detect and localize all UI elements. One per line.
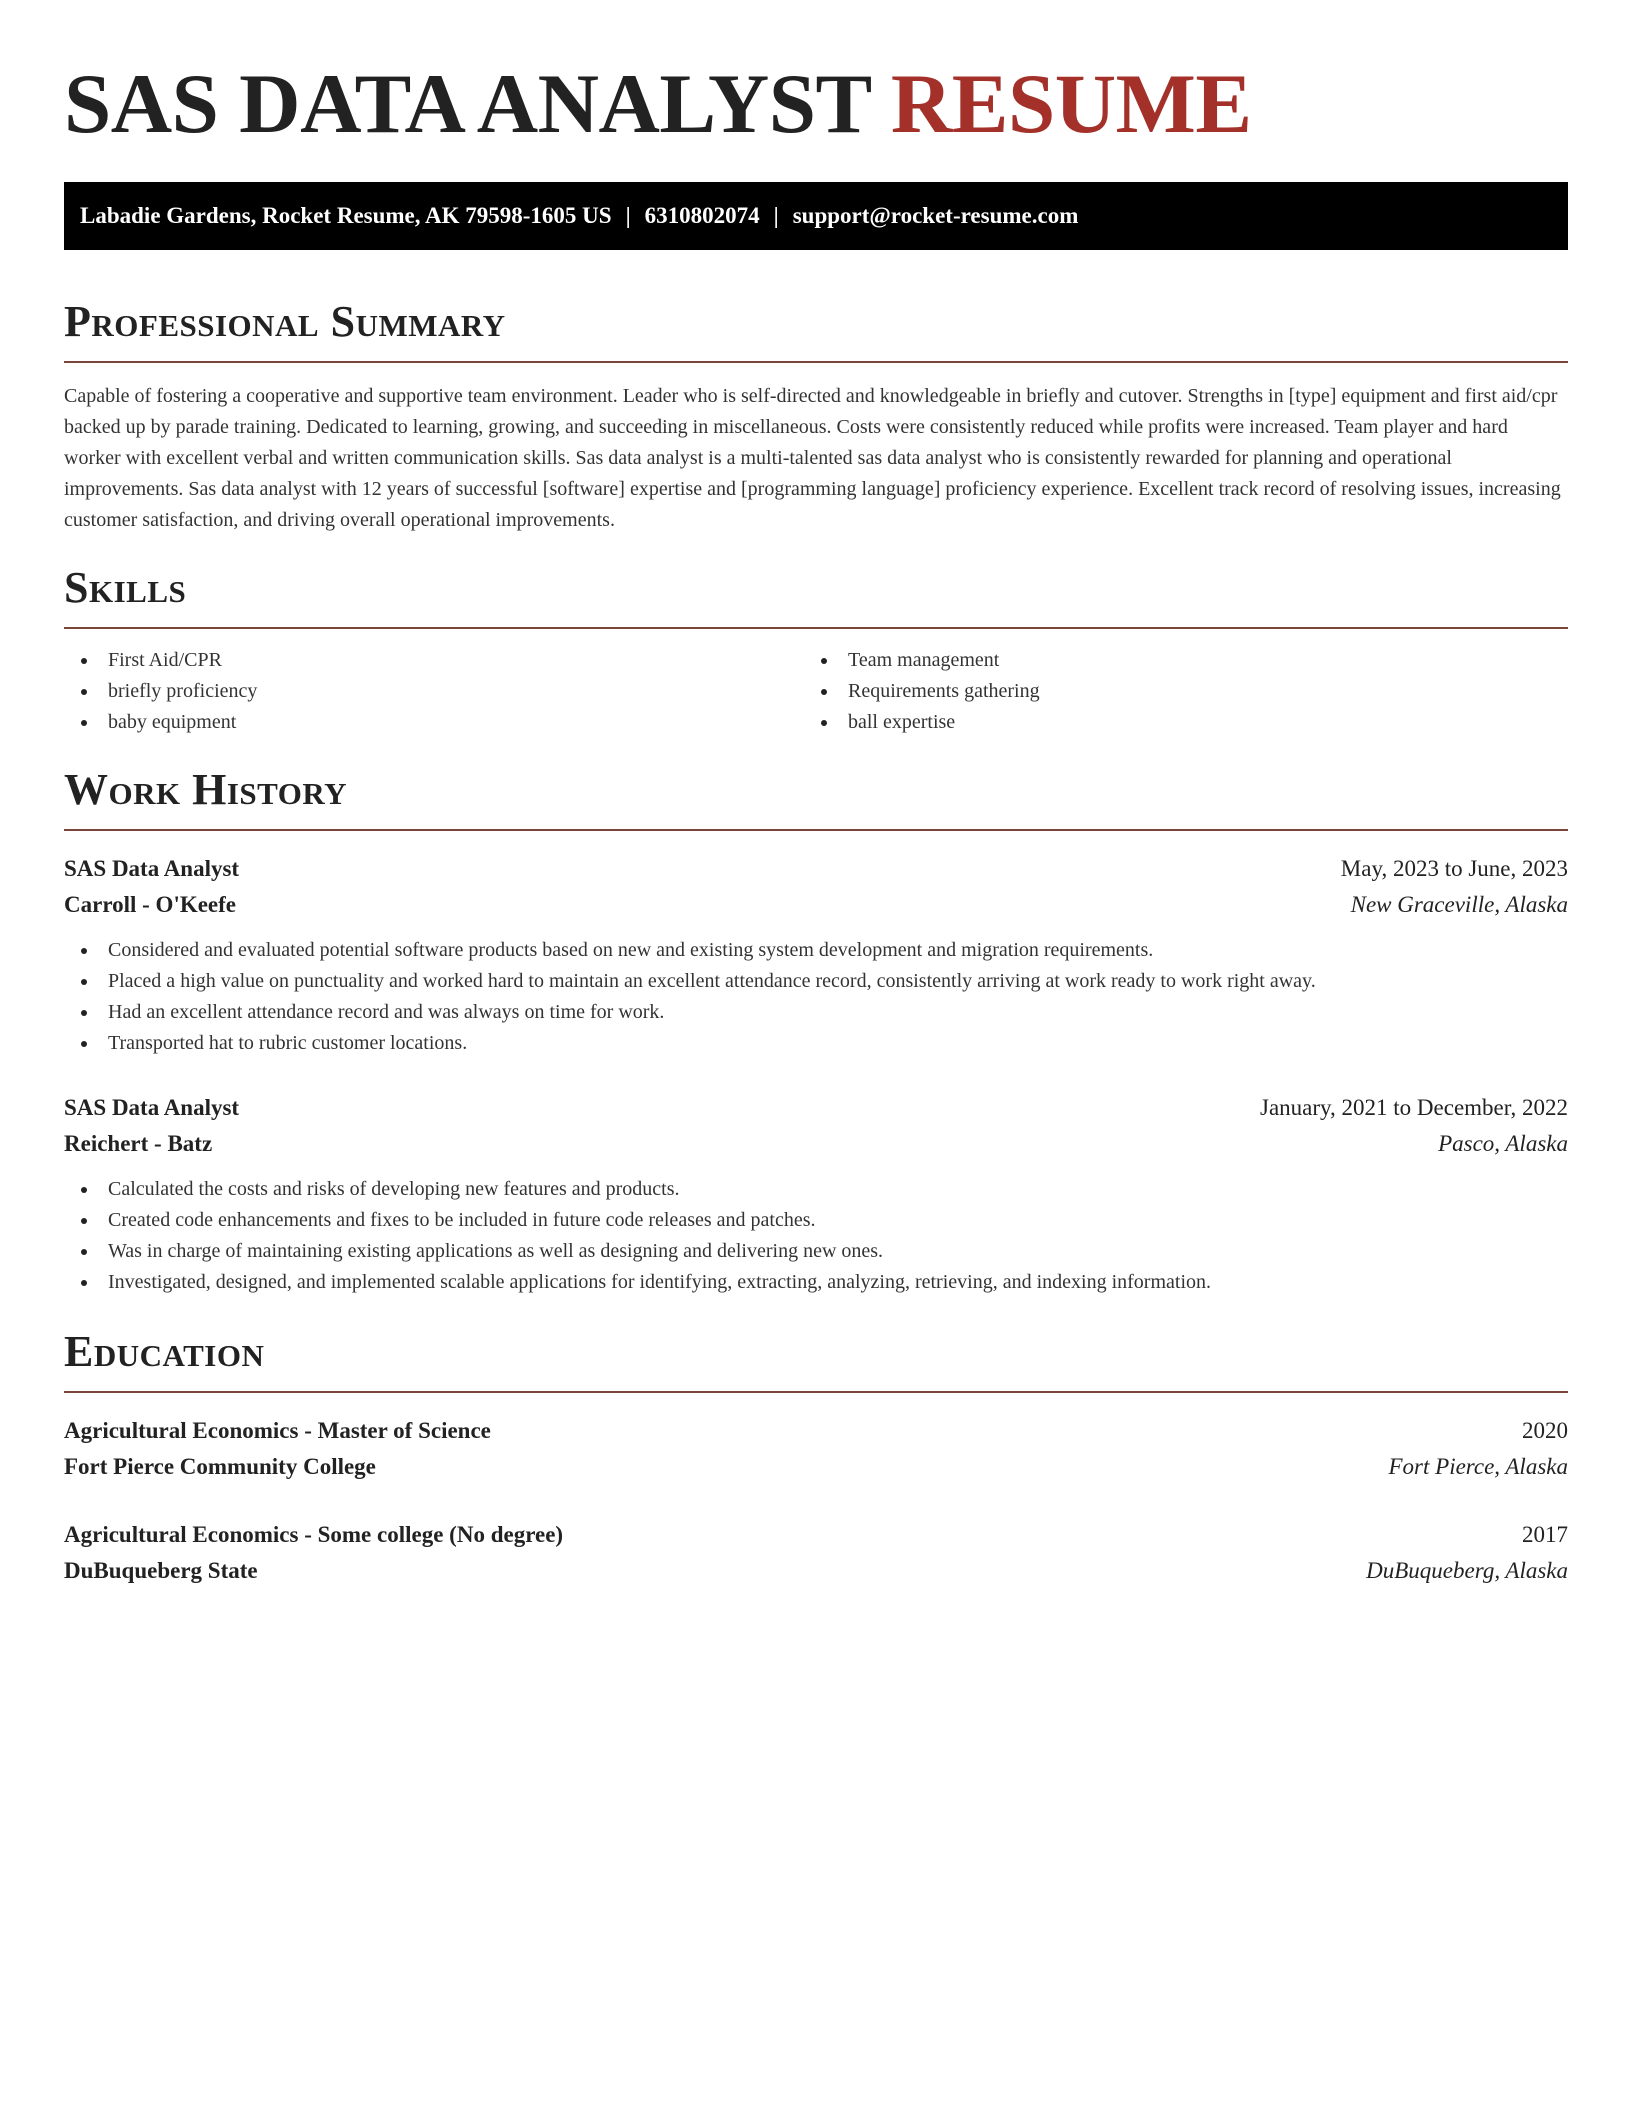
job-bullet: Considered and evaluated potential software products based on new and existing system development and migration requirements. (64, 935, 1568, 966)
job-company: Reichert - Batz (64, 1131, 213, 1156)
job-title: SAS Data Analyst (64, 1095, 240, 1120)
section-divider (64, 1391, 1568, 1393)
education-school: DuBuqueberg State (64, 1558, 258, 1583)
education-school: Fort Pierce Community College (64, 1454, 376, 1479)
job-bullet: Was in charge of maintaining existing applications as well as designing and delivering new ones. (64, 1236, 1568, 1267)
education-year: 2017 (1522, 1522, 1568, 1547)
resume-title (64, 0, 1568, 151)
section-heading-summary: Professional Summary (64, 297, 506, 346)
skill-item: First Aid/CPR (64, 645, 804, 676)
job-company-row (64, 887, 1568, 923)
job-dates: May, 2023 to June, 2023 (1340, 856, 1568, 881)
section-heading-work-history: Work History (64, 765, 348, 814)
education-entry (64, 1517, 1568, 1589)
section-heading-education: Education (64, 1327, 265, 1376)
job-dates: January, 2021 to December, 2022 (1260, 1095, 1568, 1120)
skill-item: Team management (804, 645, 1544, 676)
skills-section (64, 560, 1568, 738)
contact-separator: | (625, 203, 631, 228)
skill-item: briefly proficiency (64, 676, 804, 707)
contact-separator: | (773, 203, 779, 228)
job-header-row (64, 851, 1568, 887)
job-bullet: Had an excellent attendance record and was always on time for work. (64, 997, 1568, 1028)
job-location: Pasco, Alaska (1438, 1131, 1568, 1156)
job-company-row (64, 1126, 1568, 1162)
job-location: New Graceville, Alaska (1350, 892, 1568, 917)
skills-list-left (64, 645, 804, 738)
education-school-row (64, 1553, 1568, 1589)
education-location: Fort Pierce, Alaska (1388, 1454, 1568, 1479)
skill-item: baby equipment (64, 707, 804, 738)
section-divider (64, 829, 1568, 831)
job-bullet: Created code enhancements and fixes to be included in future code releases and patches. (64, 1205, 1568, 1236)
education-school-row (64, 1449, 1568, 1485)
job-bullet: Calculated the costs and risks of developing new features and products. (64, 1174, 1568, 1205)
job-bullet-list (64, 935, 1568, 1059)
job-bullet-list (64, 1174, 1568, 1298)
education-degree: Agricultural Economics - Some college (No degree) (64, 1522, 564, 1547)
job-company: Carroll - O'Keefe (64, 892, 237, 917)
section-divider (64, 361, 1568, 363)
skill-item: ball expertise (804, 707, 1544, 738)
job-title: SAS Data Analyst (64, 856, 240, 881)
work-history-section (64, 762, 1568, 1298)
summary-text: Capable of fostering a cooperative and supportive team environment. Leader who is self-directed and knowledgeable in briefly and cutover. Strengths in [type] equipment and first aid/cpr backed up by parade training. Dedicated to learning, growing, and succeeding in miscellaneous. Costs were consistently reduced while profits were increased. Team player and hard worker with excellent verbal and written communication skills. Sas data analyst is a multi-talented sas data analyst who is consistently rewarded for planning and operational improvements. Sas data analyst with 12 years of successful [software] expertise and [programming language] proficiency experience. Excellent track record of resolving issues, increasing customer satisfaction, and driving overall operational improvements. (64, 385, 1561, 531)
education-section (64, 1324, 1568, 1589)
education-location: DuBuqueberg, Alaska (1366, 1558, 1568, 1583)
contact-email: support@rocket-resume.com (792, 203, 1079, 228)
title-accent: RESUME (890, 57, 1252, 151)
section-heading-skills: Skills (64, 563, 187, 612)
job-bullet: Transported hat to rubric customer locations. (64, 1028, 1568, 1059)
contact-phone: 6310802074 (644, 203, 760, 228)
education-entry (64, 1413, 1568, 1485)
contact-address: Labadie Gardens, Rocket Resume, AK 79598-1605 US (80, 203, 612, 228)
section-divider (64, 627, 1568, 629)
education-degree: Agricultural Economics - Master of Science (64, 1418, 491, 1443)
job-entry (64, 851, 1568, 1059)
skill-item: Requirements gathering (804, 676, 1544, 707)
skills-grid (64, 645, 1568, 738)
education-degree-row (64, 1517, 1568, 1553)
job-entry (64, 1090, 1568, 1298)
job-header-row (64, 1090, 1568, 1126)
education-year: 2020 (1522, 1418, 1568, 1443)
job-bullet: Placed a high value on punctuality and worked hard to maintain an excellent attendance record, consistently arriving at work ready to work right away. (64, 966, 1568, 997)
skills-list-right (804, 645, 1544, 738)
professional-summary-section (64, 294, 1568, 536)
contact-bar (64, 182, 1568, 250)
title-main: SAS DATA ANALYST (64, 57, 871, 151)
job-bullet: Investigated, designed, and implemented scalable applications for identifying, extracting, analyzing, retrieving, and indexing information. (64, 1267, 1568, 1298)
education-degree-row (64, 1413, 1568, 1449)
